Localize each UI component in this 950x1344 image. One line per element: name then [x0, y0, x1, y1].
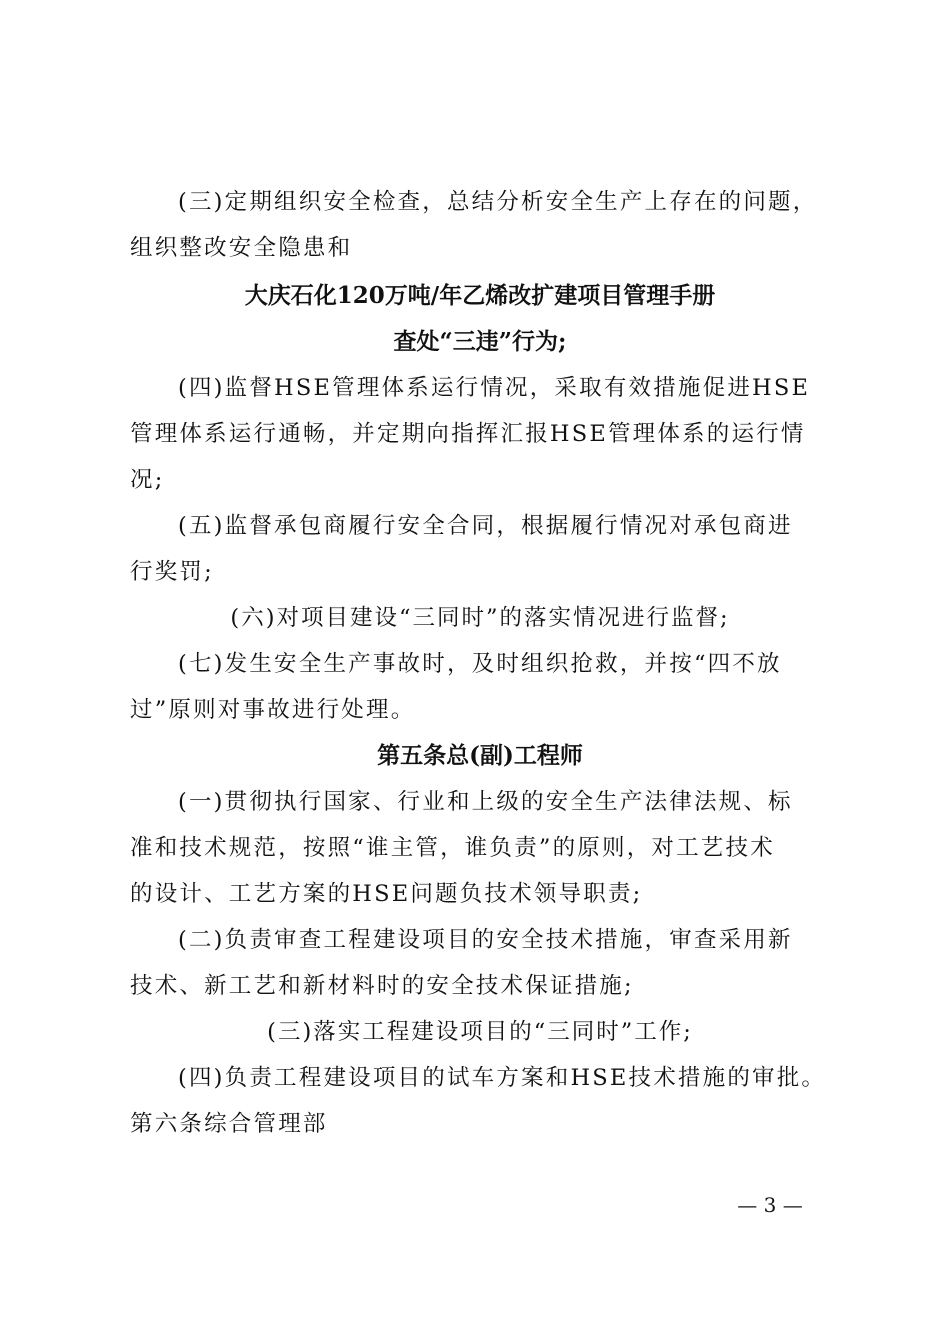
paragraph-line: 技术、新工艺和新材料时的安全技术保证措施;	[130, 973, 634, 999]
running-header-title: 大庆石化120万吨/年乙烯改扩建项目管理手册	[244, 282, 716, 309]
paragraph-line: 管理体系运行通畅，并定期向指挥汇报HSE管理体系的运行情	[130, 421, 806, 447]
running-header-subtitle: 查处“三违”行为;	[393, 328, 567, 355]
paragraph-line: 准和技术规范，按照“谁主管，谁负责”的原则，对工艺技术	[130, 835, 775, 861]
paragraph-line: 况;	[130, 467, 165, 493]
paragraph-line: (四)监督HSE管理体系运行情况，采取有效措施促进HSE	[178, 375, 811, 401]
paragraph-line: (六)对项目建设“三同时”的落实情况进行监督;	[230, 605, 730, 631]
paragraph-line: (四)负责工程建设项目的试车方案和HSE技术措施的审批。	[178, 1065, 827, 1091]
article-heading: 第五条总(副)工程师	[377, 742, 583, 769]
paragraph-line: (三)落实工程建设项目的“三同时”工作;	[267, 1019, 693, 1045]
paragraph-line: (二)负责审查工程建设项目的安全技术措施，审查采用新	[178, 927, 793, 953]
page-number: — 3 —	[737, 1193, 803, 1217]
paragraph-line: (一)贯彻执行国家、行业和上级的安全生产法律法规、标	[178, 789, 793, 815]
paragraph-line: (三)定期组织安全检查，总结分析安全生产上存在的问题，	[178, 189, 818, 215]
article-heading-plain: 第六条综合管理部	[130, 1111, 328, 1137]
paragraph-line: 的设计、工艺方案的HSE问题负技术领导职责;	[130, 881, 643, 907]
paragraph-line: 组织整改安全隐患和	[130, 235, 353, 261]
paragraph-line: 行奖罚;	[130, 559, 214, 585]
paragraph-line: (五)监督承包商履行安全合同，根据履行情况对承包商进	[178, 513, 793, 539]
paragraph-line: 过”原则对事故进行处理。	[130, 697, 416, 723]
paragraph-line: (七)发生安全生产事故时，及时组织抢救，并按“四不放	[178, 651, 782, 677]
